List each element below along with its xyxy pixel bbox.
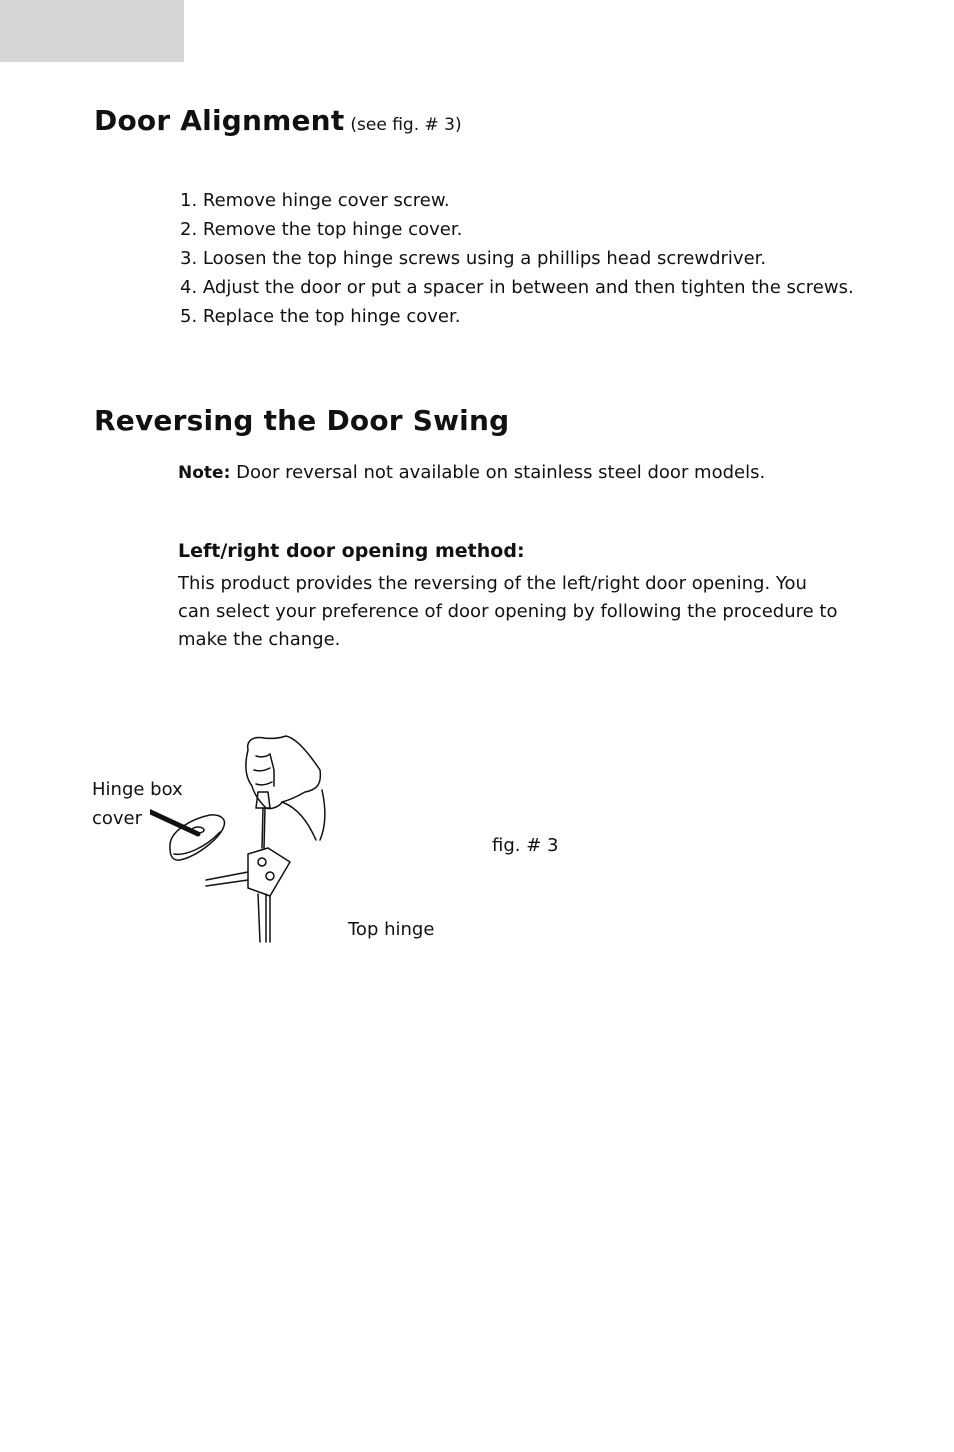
top-hinge-label: Top hinge — [348, 919, 435, 940]
method-paragraph: This product provides the reversing of the left/right door opening. You can select your preference of door opening by following the procedure to make the change. — [178, 573, 838, 650]
step-1: 1. Remove hinge cover screw. — [180, 190, 450, 211]
step-2: 2. Remove the top hinge cover. — [180, 219, 463, 240]
note — [178, 462, 765, 483]
hinge-illustration — [150, 730, 340, 945]
note-label: Note: — [178, 463, 231, 483]
reversing-door-swing-heading: Reversing the Door Swing — [94, 404, 510, 437]
hinge-box-label-line2: cover — [92, 808, 143, 829]
note-text: Door reversal not available on stainless steel door models. — [230, 462, 766, 483]
step-4: 4. Adjust the door or put a spacer in between and then tighten the screws. — [180, 277, 854, 298]
step-5: 5. Replace the top hinge cover. — [180, 306, 461, 327]
hinge-box-cover-shape — [170, 815, 225, 860]
figure-caption: fig. # 3 — [492, 835, 559, 856]
door-alignment-heading — [94, 104, 462, 137]
page-corner-tab — [0, 0, 184, 62]
door-alignment-title: Door Alignment — [94, 104, 345, 137]
figure-reference: (see fig. # 3) — [350, 115, 462, 135]
method-subheading: Left/right door opening method: — [178, 540, 525, 562]
hinge-box-label-line1: Hinge box — [92, 779, 183, 800]
door-alignment-steps — [180, 186, 854, 331]
step-3: 3. Loosen the top hinge screws using a phillips head screwdriver. — [180, 248, 767, 269]
